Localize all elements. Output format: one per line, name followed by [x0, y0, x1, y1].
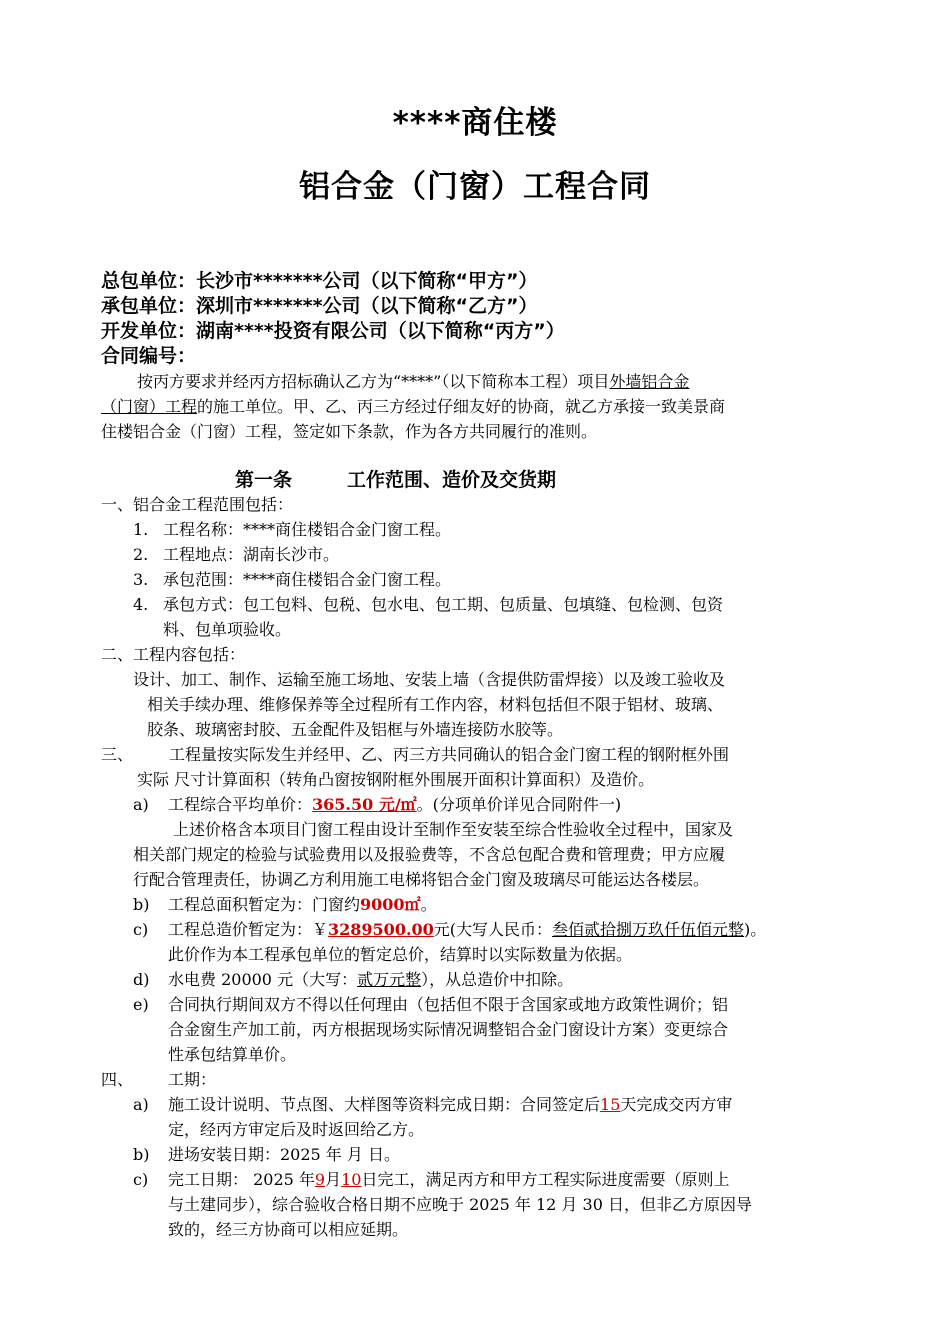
- utility-fee-note: ），从总造价中扣除。: [421, 970, 574, 989]
- total-cost-words: 叁佰贰拾捌万玖仟伍佰元整: [552, 920, 745, 939]
- month-unit: 月: [325, 1170, 342, 1189]
- section-2-line-3: 胶条、玻璃密封胶、五金配件及铝框与外墙连接防水胶等。: [147, 720, 564, 739]
- section-1-heading: 一、铝合金工程范围包括：: [101, 495, 294, 514]
- price-lock-line-3: 性承包结算单价。: [168, 1045, 297, 1064]
- unit-price-value: 365.50 元/㎡: [312, 795, 417, 814]
- total-area-line: [168, 892, 437, 917]
- section-2-line-2: 相关手续办理、维修保养等全过程所有工作内容，材料包括但不限于铝材、玻璃、: [147, 695, 724, 714]
- price-note-line-3: 行配合管理责任，协调乙方利用施工电梯将铝合金门窗及玻璃尽可能运达各楼层。: [133, 870, 710, 889]
- entry-date-line: 进场安装日期：2025 年 月 日。: [168, 1145, 400, 1164]
- item-label: b): [133, 1145, 150, 1164]
- utility-fee-words: 贰万元整: [357, 970, 422, 989]
- price-lock-line-1: 合同执行期间双方不得以任何理由（包括但不限于含国家或地方政策性调价；铝: [168, 995, 729, 1014]
- list-item: 承包方式：包工包料、包税、包水电、包工期、包质量、包填缝、包检测、包资: [163, 595, 724, 614]
- completion-line-2: 与土建同步），综合验收合格日期不应晚于 2025 年 12 月 30 日，但非乙方原因导: [168, 1195, 752, 1214]
- title-contract: 铝合金（门窗）工程合同: [299, 169, 651, 205]
- section-3-number: 三、: [101, 745, 134, 764]
- article-number: 第一条: [235, 469, 293, 491]
- total-cost-label: 工程总造价暂定为：￥: [168, 920, 329, 939]
- intro-text: 的施工单位。甲、乙、丙三方经过仔细友好的协商，就乙方承接一致美景商: [197, 397, 726, 416]
- completion-day: 10: [341, 1170, 362, 1189]
- total-cost-value: 3289500.00: [328, 920, 434, 939]
- party-subcontractor: 承包单位：深圳市*******公司（以下简称“乙方”）: [101, 295, 538, 317]
- price-note-line-2: 相关部门规定的检验与试验费用以及报验费等，不含总包配合费和管理费；甲方应履: [133, 845, 726, 864]
- section-2-heading: 二、工程内容包括：: [101, 645, 246, 664]
- design-deadline-line-2: 定，经丙方审定后及时返回给乙方。: [168, 1120, 425, 1139]
- design-deadline-text: 天完成交丙方审: [620, 1095, 733, 1114]
- item-label: e): [133, 995, 149, 1014]
- intro-scope-underlined: 外墙铝合金: [609, 372, 690, 391]
- list-item: 工程地点：湖南长沙市。: [163, 545, 340, 564]
- design-deadline-label: 施工设计说明、节点图、大样图等资料完成日期：合同签定后: [168, 1095, 601, 1114]
- section-2-line-1: 设计、加工、制作、运输至施工场地、安装上墙（含提供防雷焊接）以及竣工验收及: [133, 670, 726, 689]
- item-label: a): [133, 795, 149, 814]
- utility-fee-line: [168, 967, 573, 992]
- intro-line-3: 住楼铝合金（门窗）工程，签定如下条款，作为各方共同履行的准则。: [101, 422, 598, 441]
- intro-line-1: [137, 369, 689, 394]
- section-3-line-1: 工程量按实际发生并经甲、乙、丙三方共同确认的铝合金门窗工程的钢附框外围: [169, 745, 730, 764]
- total-area-label: 工程总面积暂定为：门窗约: [168, 895, 361, 914]
- total-cost-note: 此价作为本工程承包单位的暂定总价，结算时以实际数量为依据。: [168, 945, 633, 964]
- list-item-number: 2.: [133, 545, 149, 564]
- list-item-continuation: 料、包单项验收。: [163, 620, 292, 639]
- intro-text: 按丙方要求并经丙方招标确认乙方为“****”（以下简称本工程）项目: [137, 372, 610, 391]
- section-3-line-2: 实际 尺寸计算面积（转角凸窗按钢附框外围展开面积计算面积）及造价。: [137, 770, 655, 789]
- unit-price-label: 工程综合平均单价：: [168, 795, 313, 814]
- punctuation: )。: [744, 920, 767, 939]
- list-item: 承包范围：****商住楼铝合金门窗工程。: [163, 570, 452, 589]
- party-contractor: 总包单位：长沙市*******公司（以下简称“甲方”）: [101, 270, 538, 292]
- item-label: c): [133, 1170, 149, 1189]
- completion-date-label: 完工日期： 2025 年: [168, 1170, 315, 1189]
- completion-line-3: 致的，经三方协商可以相应延期。: [168, 1220, 409, 1239]
- section-4-number: 四、: [101, 1070, 134, 1089]
- price-note-line-1: 上述价格含本项目门窗工程由设计至制作至安装至综合性验收全过程中，国家及: [173, 820, 734, 839]
- unit-price-note: 。(分项单价详见合同附件一): [416, 795, 622, 814]
- list-item: 工程名称：****商住楼铝合金门窗工程。: [163, 520, 452, 539]
- article-title: 工作范围、造价及交货期: [347, 469, 557, 491]
- list-item-number: 1.: [133, 520, 149, 539]
- list-item-number: 4.: [133, 595, 149, 614]
- total-cost-words-label: 元(大写人民币：: [433, 920, 553, 939]
- design-deadline-line: [168, 1092, 732, 1117]
- title-project: ****商住楼: [392, 105, 558, 141]
- item-label: a): [133, 1095, 149, 1114]
- intro-line-2: [101, 394, 725, 419]
- total-cost-line: [168, 917, 766, 942]
- item-label: b): [133, 895, 150, 914]
- intro-scope-underlined: （门窗）工程: [101, 397, 198, 416]
- contract-number-label: 合同编号：: [101, 345, 197, 367]
- section-4-heading: 工期：: [168, 1070, 217, 1089]
- unit-price-line: [168, 792, 621, 817]
- punctuation: 。: [420, 895, 437, 914]
- party-developer: 开发单位：湖南****投资有限公司（以下简称“丙方”）: [101, 320, 565, 342]
- total-area-value: 9000㎡: [360, 895, 421, 914]
- list-item-number: 3.: [133, 570, 149, 589]
- completion-date-line: [168, 1167, 729, 1192]
- item-label: c): [133, 920, 149, 939]
- completion-date-text: 日完工，满足丙方和甲方工程实际进度需要（原则上: [361, 1170, 730, 1189]
- utility-fee-label: 水电费 20000 元（大写：: [168, 970, 358, 989]
- item-label: d): [133, 970, 150, 989]
- design-deadline-days: 15: [600, 1095, 621, 1114]
- price-lock-line-2: 合金窗生产加工前，丙方根据现场实际情况调整铝合金门窗设计方案）变更综合: [168, 1020, 729, 1039]
- completion-month: 9: [314, 1170, 326, 1189]
